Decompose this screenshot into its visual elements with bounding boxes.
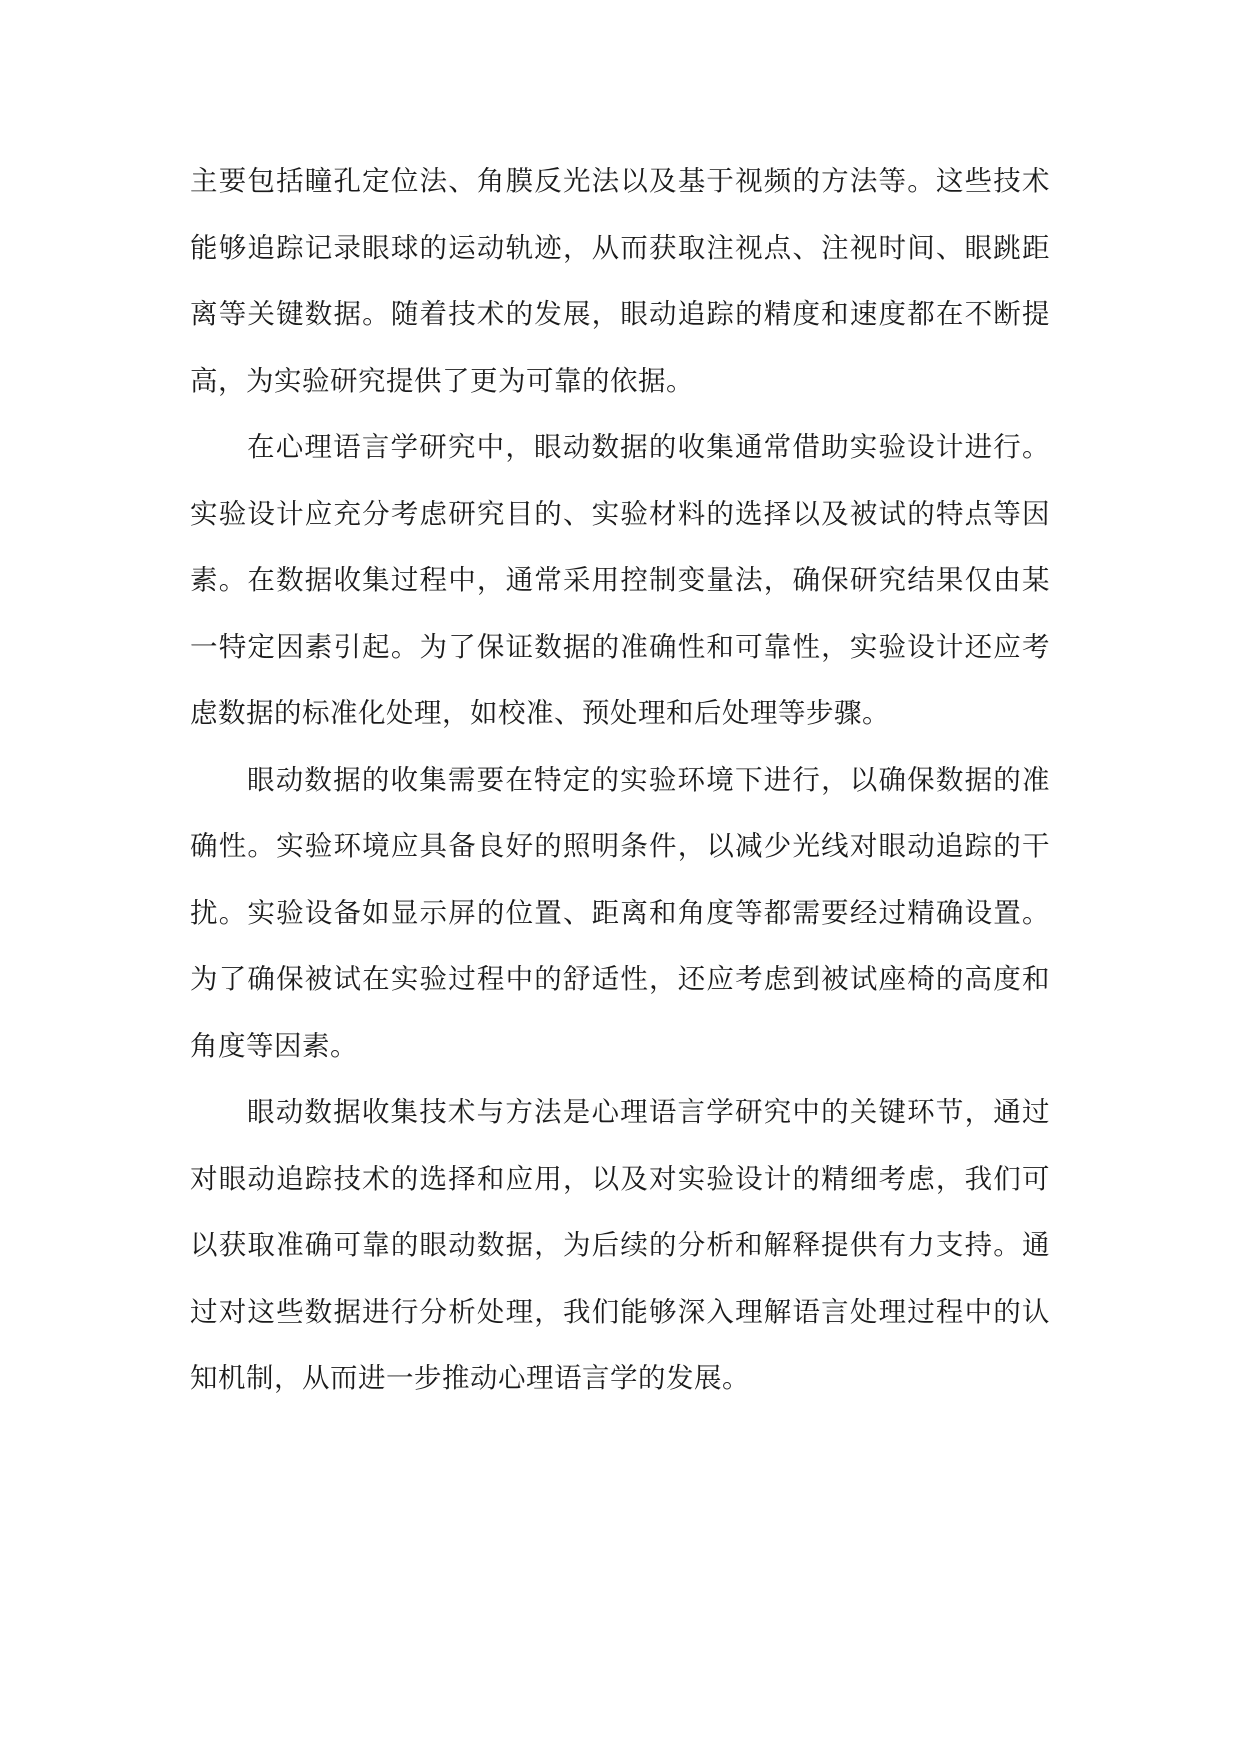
document-body [190, 148, 1050, 1412]
paragraph-3: 眼动数据的收集需要在特定的实验环境下进行，以确保数据的准确性。实验环境应具备良好的照明条件，以减少光线对眼动追踪的干扰。实验设备如显示屏的位置、距离和角度等都需要经过精确设置。为了确保被试在实验过程中的舒适性，还应考虑到被试座椅的高度和角度等因素。 [190, 763, 1050, 1062]
paragraph-1: 主要包括瞳孔定位法、角膜反光法以及基于视频的方法等。这些技术能够追踪记录眼球的运动轨迹，从而获取注视点、注视时间、眼跳距离等关键数据。随着技术的发展，眼动追踪的精度和速度都在不断提高，为实验研究提供了更为可靠的依据。 [190, 165, 1050, 397]
paragraph-2: 在心理语言学研究中，眼动数据的收集通常借助实验设计进行。实验设计应充分考虑研究目的、实验材料的选择以及被试的特点等因素。在数据收集过程中，通常采用控制变量法，确保研究结果仅由某一特定因素引起。为了保证数据的准确性和可靠性，实验设计还应考虑数据的标准化处理，如校准、预处理和后处理等步骤。 [190, 431, 1050, 729]
paragraph-4: 眼动数据收集技术与方法是心理语言学研究中的关键环节，通过对眼动追踪技术的选择和应用，以及对实验设计的精细考虑，我们可以获取准确可靠的眼动数据，为后续的分析和解释提供有力支持。通过对这些数据进行分析处理，我们能够深入理解语言处理过程中的认知机制，从而进一步推动心理语言学的发展。 [190, 1096, 1050, 1394]
